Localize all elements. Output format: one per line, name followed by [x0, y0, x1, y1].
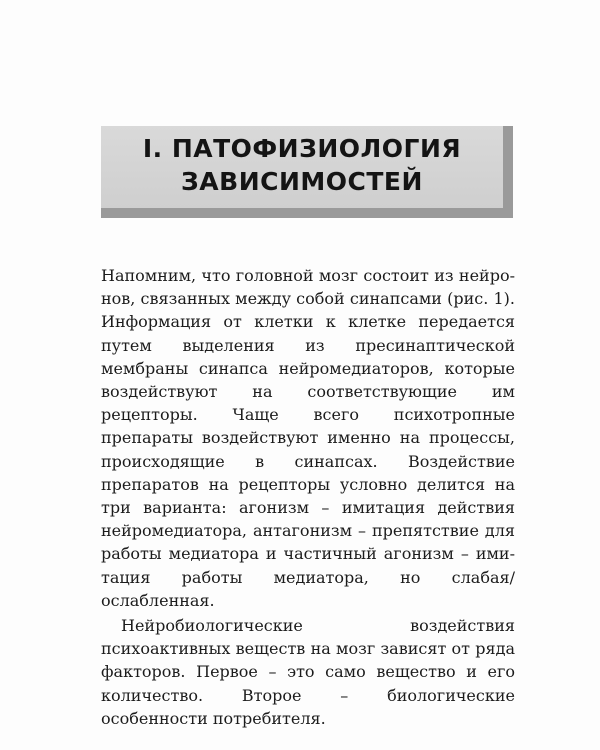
chapter-title [143, 132, 461, 202]
chapter-title-line-2: ЗАВИСИМОСТЕЙ [181, 167, 423, 196]
body-text [101, 264, 515, 730]
paragraph-2: Нейробиологические воздействия психоактивных веществ на мозг зависят от ряда факторов. Первое – это само вещество и его количество. Второе – биологические особенности потребителя. [101, 616, 515, 728]
paragraph-1: Напомним, что головной мозг состоит из нейронов, связанных между собой синапсами (рис. 1). Информация от клетки к клетке передается путем выделения из пресинаптической мембраны синапса нейромедиаторов, которые воздействуют на соответствующие им рецепторы. Чаще всего психотропные препараты воздействуют именно на процессы, происходящие в синапсах. Воздействие препаратов на рецепторы условно делится на три варианта: агонизм – имитация действия нейромедиатора, антагонизм – препятствие для работы медиатора и частичный агонизм – имитация работы медиатора, но слабая/ослабленная. [101, 266, 515, 610]
chapter-title-line-1: I. ПАТОФИЗИОЛОГИЯ [142, 134, 462, 163]
chapter-heading-banner [101, 126, 513, 218]
